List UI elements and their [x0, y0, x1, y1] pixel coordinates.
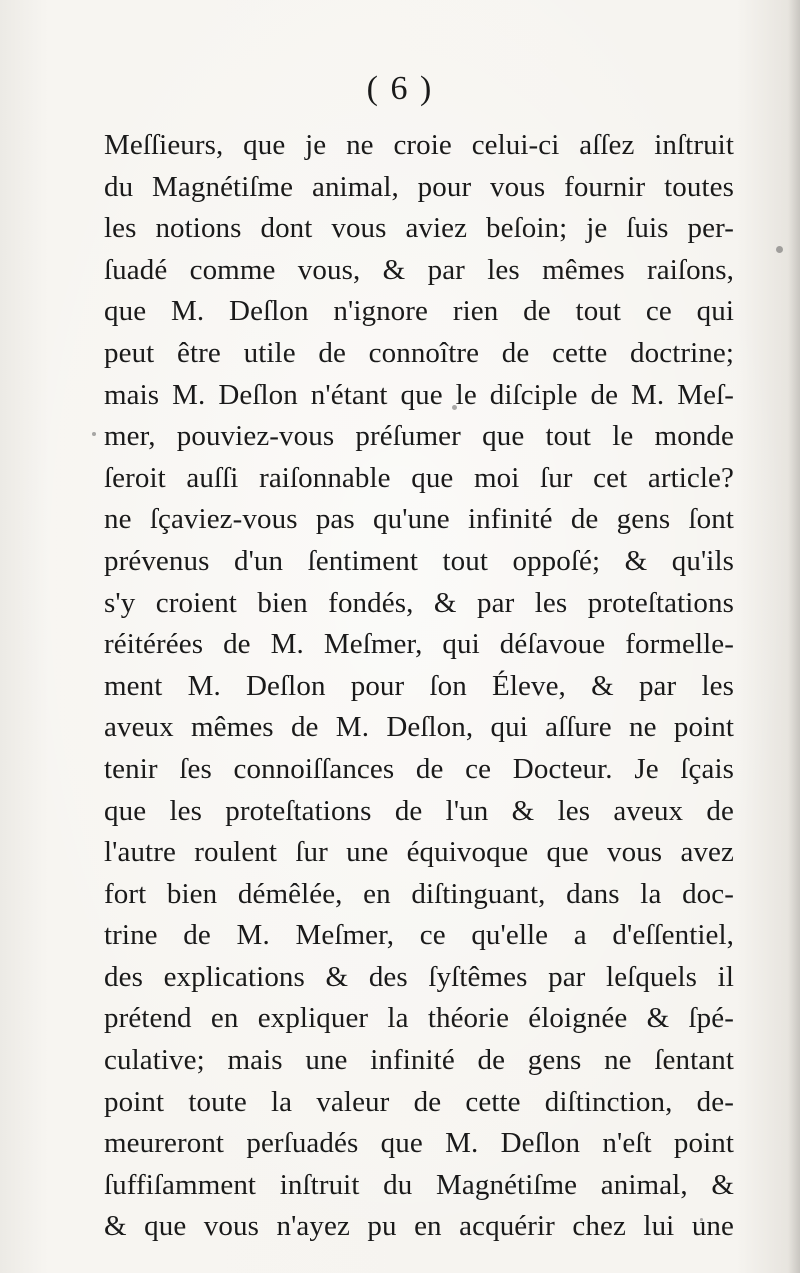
- text-line: mer, pouviez-vous préſumer que tout le monde: [104, 420, 734, 453]
- text-line: culative; mais une infinité de gens ne ſentant: [104, 1044, 734, 1077]
- text-line: s'y croient bien fondés, & par les proteſtations: [104, 586, 734, 619]
- text-line: ne ſçaviez-vous pas qu'une infinité de gens ſont: [104, 503, 734, 536]
- ink-speck: [92, 432, 96, 436]
- text-line: trine de M. Meſmer, ce qu'elle a d'eſſentiel,: [104, 919, 734, 952]
- text-line: fort bien démêlée, en diſtinguant, dans la doc-: [104, 877, 734, 910]
- text-line: prévenus d'un ſentiment tout oppoſé; & qu'ils: [104, 544, 734, 577]
- text-line: Meſſieurs, que je ne croie celui-ci aſſez inſtruit: [104, 129, 734, 161]
- page-number: ( 6 ): [366, 70, 434, 107]
- text-line: mais M. Deſlon n'étant que le diſciple de M. Meſ-: [104, 378, 734, 411]
- text-line: que les proteſtations de l'un & les aveux de: [104, 794, 734, 827]
- text-line: que M. Deſlon n'ignore rien de tout ce qui: [104, 295, 734, 328]
- text-line: réitérées de M. Meſmer, qui déſavoue formelle-: [104, 628, 734, 661]
- text-line: aveux mêmes de M. Deſlon, qui aſſure ne point: [104, 711, 734, 744]
- text-line: peut être utile de connoître de cette doctrine;: [104, 336, 734, 369]
- text-line: des explications & des ſyſtêmes par leſquels il: [104, 960, 734, 993]
- text-line: meureront perſuadés que M. Deſlon n'eſt point: [104, 1127, 734, 1160]
- text-line: prétend en expliquer la théorie éloignée & ſpé-: [104, 1002, 734, 1035]
- text-line: ſeroit auſſi raiſonnable que moi ſur cet article?: [104, 461, 734, 494]
- text-line: ſuadé comme vous, & par les mêmes raiſons,: [104, 253, 734, 286]
- text-line: l'autre roulent ſur une équivoque que vous avez: [104, 836, 734, 869]
- text-line: point toute la valeur de cette diſtinction, de-: [104, 1085, 734, 1118]
- text-line: les notions dont vous aviez beſoin; je ſuis per-: [104, 212, 734, 245]
- text-line: ſuffiſamment inſtruit du Magnétiſme animal, &: [104, 1168, 734, 1201]
- text-line: tenir ſes connoiſſances de ce Docteur. Je ſçais: [104, 752, 734, 785]
- text-line: ment M. Deſlon pour ſon Éleve, & par les: [104, 669, 734, 702]
- text-line: & que vous n'ayez pu en acquérir chez lui une: [104, 1210, 734, 1243]
- body-text: [104, 125, 734, 1248]
- page-edge-shadow: [788, 0, 800, 1273]
- ink-speck: [776, 246, 783, 253]
- text-line: du Magnétiſme animal, pour vous fournir toutes: [104, 170, 734, 203]
